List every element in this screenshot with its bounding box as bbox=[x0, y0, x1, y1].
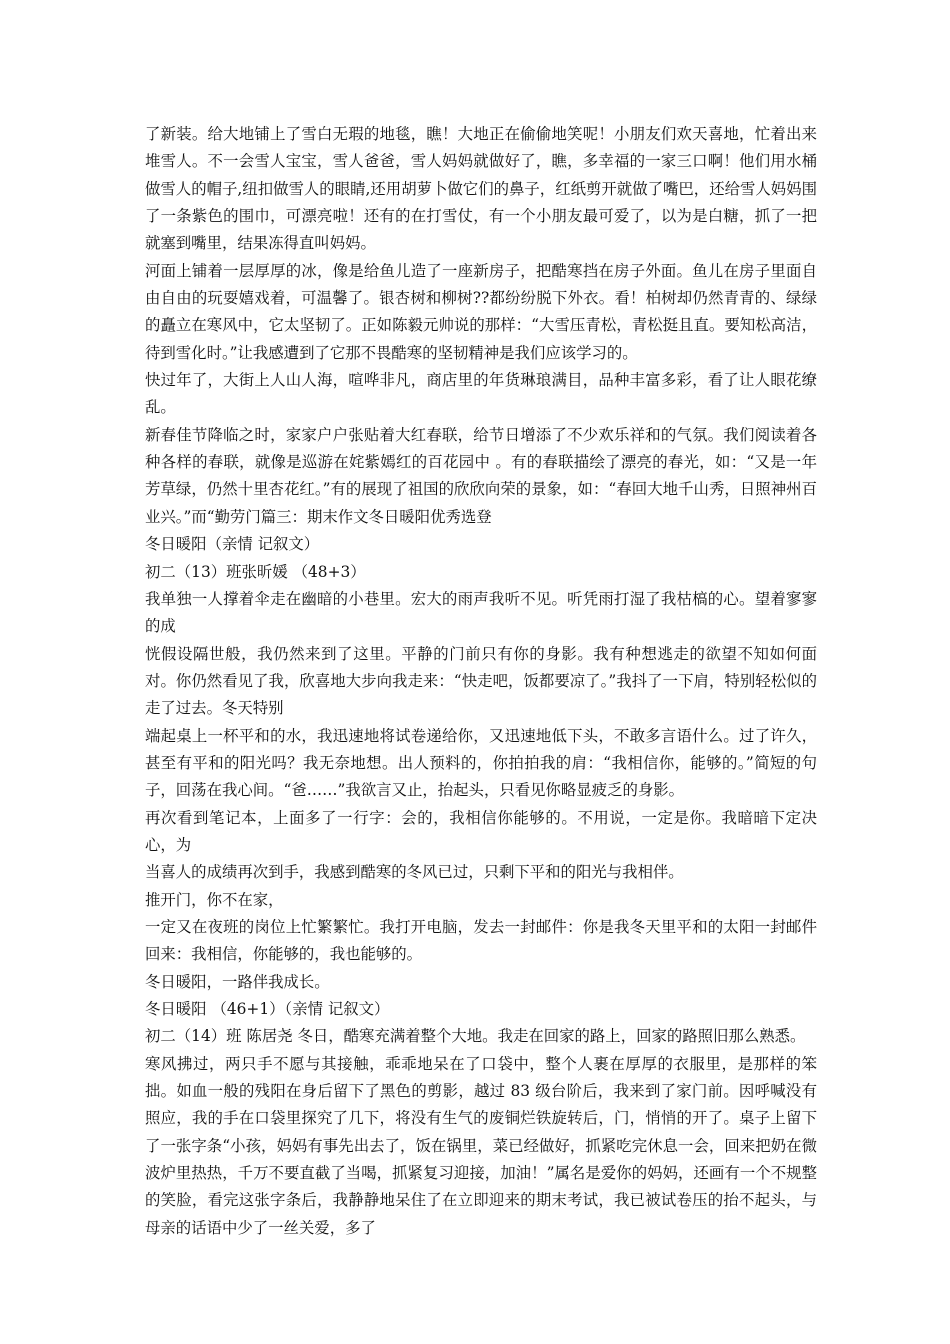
paragraph-results: 当喜人的成绩再次到手，我感到酷寒的冬风已过，只剩下平和的阳光与我相伴。 bbox=[145, 863, 684, 882]
paragraph-open-door: 推开门，你不在家， bbox=[145, 890, 284, 909]
essay-author-1: 初二（13）班张昕媛 （48+3） bbox=[145, 562, 366, 581]
paragraph-night-shift: 一定又在夜班的岗位上忙繁繁忙。我打开电脑，发去一封邮件：你是我冬天里平和的太阳一封邮件回来：我相信，你能够的，我也能够的。 bbox=[145, 917, 817, 964]
paragraph-ending: 冬日暖阳，一路伴我成长。 bbox=[145, 972, 330, 991]
paragraph-new-year-street: 快过年了，大街上人山人海，喧哗非凡，商店里的年货琳琅满目，品种丰富多彩，看了让人眼花缭乱。 bbox=[145, 371, 817, 417]
paragraph-exam-paper: 端起桌上一杯平和的水，我迅速地将试卷递给你，又迅速地低下头，不敢多言语什么。过了许久，甚至有平和的阳光吗？我无奈地想。出人预料的，你拍拍我的肩：“我相信你，能够的。”简短的句子，回荡在我心间。“爸……”我欲言又止，抬起头，只看见你略显疲乏的身影。 bbox=[145, 726, 817, 800]
document-body bbox=[145, 121, 817, 1242]
essay-author-2: 初二（14）班 陈居尧 冬日，酷寒充满着整个大地。我走在回家的路上，回家的路照旧那么熟悉。 bbox=[145, 1027, 806, 1046]
essay-title-2: 冬日暖阳 （46+1）（亲情 记叙文） bbox=[145, 1000, 390, 1018]
paragraph-snow-scene: 了新装。给大地铺上了雪白无瑕的地毯，瞧！大地正在偷偷地笑呢！小朋友们欢天喜地，忙着出来堆雪人。不一会雪人宝宝，雪人爸爸，雪人妈妈就做好了，瞧，多幸福的一家三口啊！他们用水桶做雪人的帽子,纽扣做雪人的眼睛,还用胡萝卜做它们的鼻子，红纸剪开就做了嘴巴，还给雪人妈妈围了一条紫色的围巾，可漂亮啦！还有的在打雪仗，有一个小朋友最可爱了，以为是白糖，抓了一把就塞到嘴里，结果冻得直叫妈妈。 bbox=[145, 125, 817, 253]
paragraph-cold-wind: 寒风拂过，两只手不愿与其接触，乖乖地呆在了口袋中，整个人裹在厚厚的衣服里，是那样的笨拙。如血一般的残阳在身后留下了黑色的剪影，越过 83 级台阶后，我来到了家门前。因呼喊没有照应，我的手在口袋里探究了几下，将没有生气的废铜烂铁旋转后，门，悄悄的开了。桌子上留下了一张字条“小孩，妈妈有事先出去了，饭在锅里，菜已经做好，抓紧吃完休息一会，回来把奶在微波炉里热热，千万不要直截了当喝，抓紧复习迎接，加油！”属名是爱你的妈妈，还画有一个不规整的笑脸，看完这张字条后，我静静地呆住了在立即迎来的期末考试，我已被试卷压的抬不起头，与母亲的话语中少了一丝关爱，多了 bbox=[145, 1054, 817, 1237]
essay-title-1: 冬日暖阳（亲情 记叙文） bbox=[145, 535, 320, 554]
paragraph-river-ice: 河面上铺着一层厚厚的冰，像是给鱼儿造了一座新房子，把酷寒挡在房子外面。鱼儿在房子里面自由自由的玩耍嬉戏着，可温馨了。银杏树和柳树??都纷纷脱下外衣。看！柏树却仍然青青的、绿绿的矗立在寒风中，它太坚韧了。正如陈毅元帅说的那样：“大雪压青松，青松挺且直。要知松高洁，待到雪化时。”让我感遭到了它那不畏酷寒的坚韧精神是我们应该学习的。 bbox=[145, 261, 817, 362]
paragraph-notebook: 再次看到笔记本，上面多了一行字：会的，我相信你能够的。不用说，一定是你。我暗暗下定决心，为 bbox=[145, 808, 817, 854]
paragraph-spring-couplets: 新春佳节降临之时，家家户户张贴着大红春联，给节日增添了不少欢乐祥和的气氛。我们阅读着各种各样的春联，就像是巡游在姹紫嫣红的百花园中 。有的春联描绘了漂亮的春光，如：“又是一年芳草绿，仍然十里杏花红。”有的展现了祖国的欣欣向荣的景象，如：“春回大地千山秀，日照神州百业兴。”而“勤劳门篇三：期末作文冬日暖阳优秀选登 bbox=[145, 425, 817, 526]
paragraph-door: 恍假设隔世般，我仍然来到了这里。平静的门前只有你的身影。我有种想逃走的欲望不知如何面对。你仍然看见了我，欣喜地大步向我走来：“快走吧，饭都要凉了。”我抖了一下肩，特别轻松似的走了过去。冬天特别 bbox=[145, 644, 817, 718]
paragraph-alley-rain: 我单独一人撑着伞走在幽暗的小巷里。宏大的雨声我听不见。听凭雨打湿了我枯槁的心。望着寥寥的成 bbox=[145, 589, 817, 636]
